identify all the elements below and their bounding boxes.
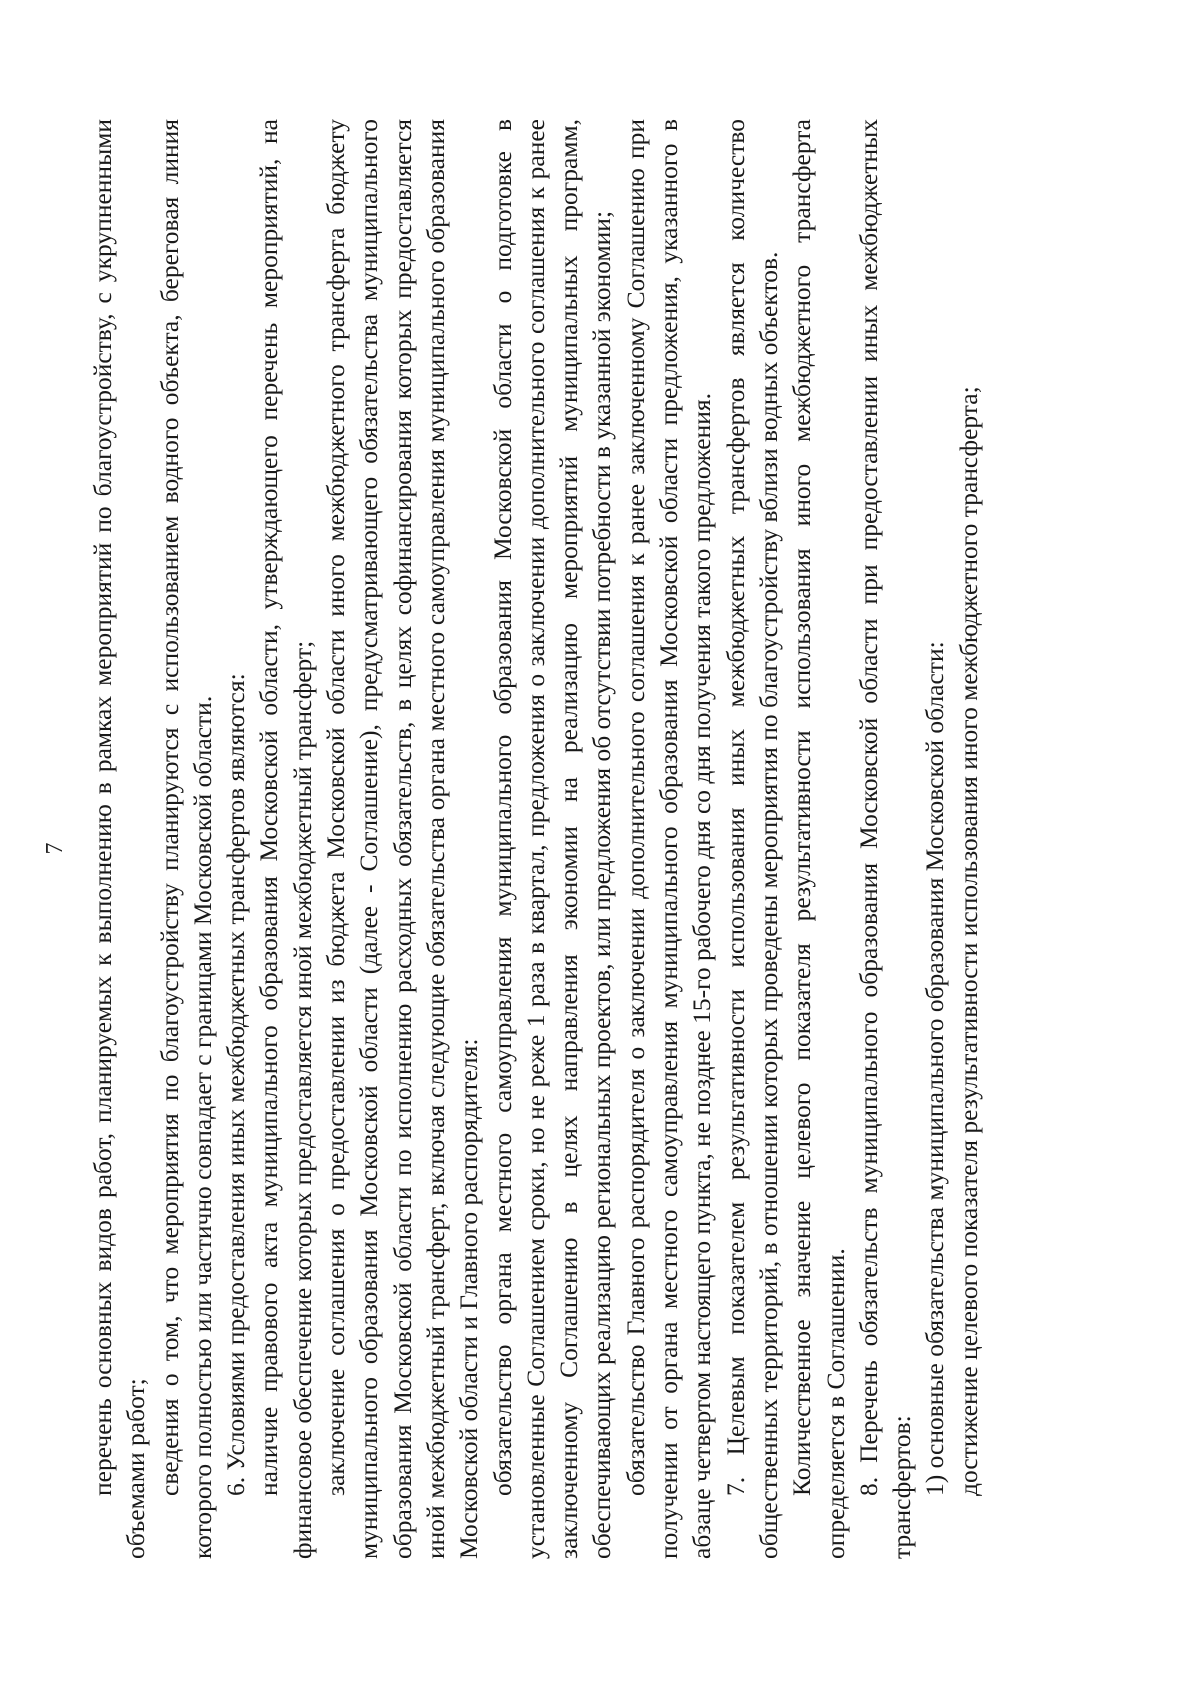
page-number: 7 [42,842,68,855]
paragraph: наличие правового акта муниципального образования Московской области, утверждающего перечень мероприятий, на финансовое обеспечение которых предоставляется иной межбюджетный трансферт; [254,119,317,1559]
paragraph: достижение целевого показателя результативности использования иного межбюджетного трансферта; [953,386,983,1496]
paragraph: сведения о том, что мероприятия по благоустройству планируются с использованием водного объекта, береговая линия которого полностью или частично совпадает с границами Московской области. [154,119,217,1559]
paragraph: Количественное значение целевого показателя результативности использования иного межбюджетного трансферта определяется в Соглашении. [787,119,850,1559]
paragraph: 6. Условиями предоставления иных межбюджетных трансфертов являются: [221,673,251,1496]
paragraph: заключение соглашения о предоставлении из бюджета Московской области иного межбюджетного трансферта бюджету муниципального образования Московской области (далее - Соглашение), предусматривающего обязательства муниципального образования Московской области по исполнению расходных обязательств, в целях софинансирования которых предоставляется иной межбюджетный трансферт, включая следующие обязательства органа местного самоуправления муниципального образования Московской области и Главного распорядителя: [321,119,484,1559]
document-body [86,119,985,1559]
paragraph: 1) основные обязательства муниципального образования Московской области: [920,641,950,1496]
paragraph: 8. Перечень обязательств муниципального образования Московской области при предоставлении иных межбюджетных трансфертов: [853,119,917,1559]
paragraph: обязательство органа местного самоуправления муниципального образования Московской области о подготовке в установленные Соглашением сроки, но не реже 1 раза в квартал, предложения о заключении дополнительного соглашения к ранее заключенному Соглашению в целях направления экономии на реализацию мероприятий муниципальных программ, обеспечивающих реализацию региональных проектов, или предложения об отсутствии потребности в указанной экономии; [487,119,617,1559]
paragraph: обязательство Главного распорядителя о заключении дополнительного соглашения к ранее заключенному Соглашению при получении от органа местного самоуправления муниципального образования Московской области предложения, указанного в абзаце четвертом настоящего пункта, не позднее 15-го рабочего дня со дня получения такого предложения. [620,119,717,1559]
paragraph: перечень основных видов работ, планируемых к выполнению в рамках мероприятий по благоустройству, с укрупненными объемами работ; [88,119,151,1559]
paragraph: 7. Целевым показателем результативности использования иных межбюджетных трансфертов является количество общественных территорий, в отношении которых проведены мероприятия по благоустройству вблизи водных объектов. [720,119,783,1559]
